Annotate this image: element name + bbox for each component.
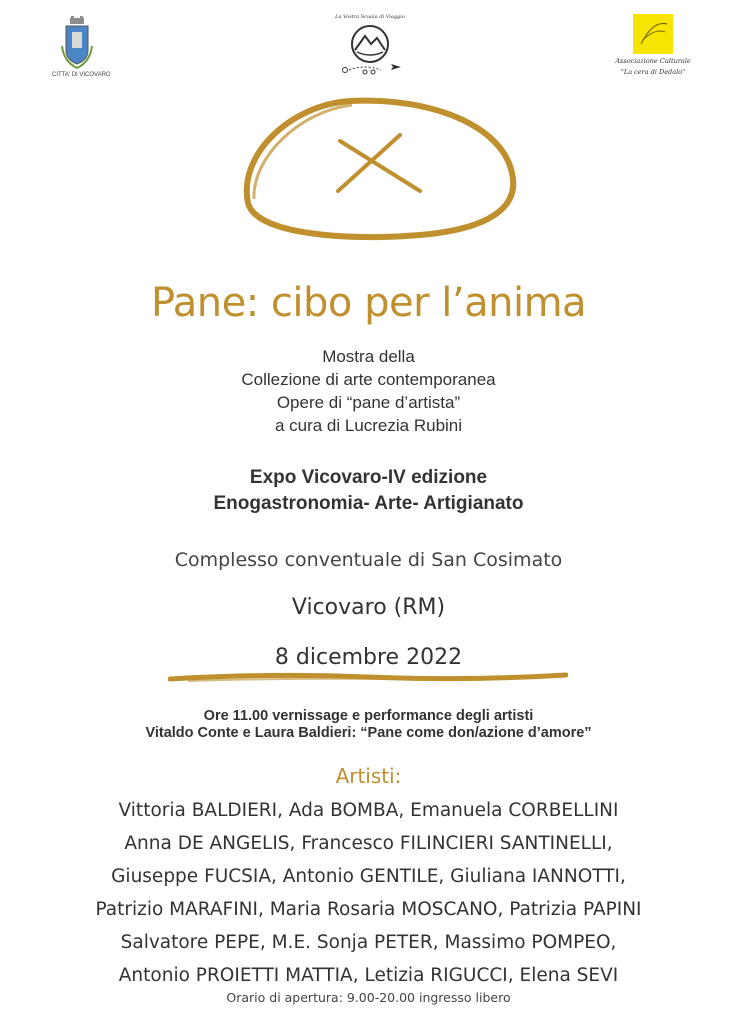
exhibition-description — [0, 345, 737, 437]
subtitle-line: a cura di Lucrezia Rubini — [274, 416, 463, 435]
artists-line: Vittoria BALDIERI, Ada BOMBA, Emanuela CORBELLINI — [118, 800, 619, 821]
crest-caption: CITTA' DI VICOVARO — [52, 72, 111, 78]
expo-heading — [0, 465, 737, 517]
artists-line: Salvatore PEPE, M.E. Sonja PETER, Massimo POMPEO, — [120, 932, 617, 953]
bread-loaf-icon — [230, 95, 530, 245]
subtitle-line: Collezione di arte contemporanea — [241, 370, 496, 389]
subtitle-line: Opere di “pane d’artista” — [276, 393, 461, 412]
travel-logo-script: La Vostra Scuola di Viaggio — [335, 14, 405, 20]
artists-line: Giuseppe FUCSIA, Antonio GENTILE, Giuliana IANNOTTI, — [111, 866, 626, 887]
travel-school-logo — [330, 14, 410, 86]
artists-line: Patrizio MARAFINI, Maria Rosaria MOSCANO, Patrizia PAPINI — [95, 899, 642, 920]
expo-line: Expo Vicovaro-IV edizione — [249, 467, 488, 488]
city: Vicovaro (RM) — [291, 595, 446, 620]
yellow-square-icon — [633, 14, 673, 54]
subtitle-line: Mostra della — [322, 347, 415, 366]
right-logo-caption-1: Associazione Culturale — [615, 57, 691, 65]
artists-list — [0, 794, 737, 992]
vicovaro-crest-logo — [52, 16, 111, 84]
opening-hours: Orario di apertura: 9.00-20.00 ingresso libero — [226, 990, 511, 1005]
right-logo-caption-2: "La cera di Dedalo" — [620, 68, 686, 76]
artists-line: Antonio PROIETTI MATTIA, Letizia RIGUCCI, Elena SEVI — [118, 965, 619, 986]
gold-underline-stroke — [168, 670, 568, 689]
expo-line: Enogastronomia- Arte- Artigianato — [213, 493, 524, 514]
artists-line: Anna DE ANGELIS, Francesco FILINCIERI SANTINELLI, — [124, 833, 613, 854]
artists-heading: Artisti: — [335, 764, 402, 788]
cera-di-dedalo-logo — [608, 14, 698, 86]
program-info — [0, 708, 737, 742]
bread-loaf-illustration — [230, 95, 530, 249]
venue: Complesso conventuale di San Cosimato — [174, 549, 563, 571]
program-line: Vitaldo Conte e Laura Baldieri: “Pane come don/azione d’amore” — [145, 725, 592, 741]
mountain-circle-icon — [335, 20, 405, 78]
program-line: Ore 11.00 vernissage e performance degli artisti — [203, 708, 534, 724]
event-date: 8 dicembre 2022 — [274, 645, 463, 670]
poster-title: Pane: cibo per l’anima — [150, 280, 587, 326]
crest-icon — [60, 16, 94, 70]
